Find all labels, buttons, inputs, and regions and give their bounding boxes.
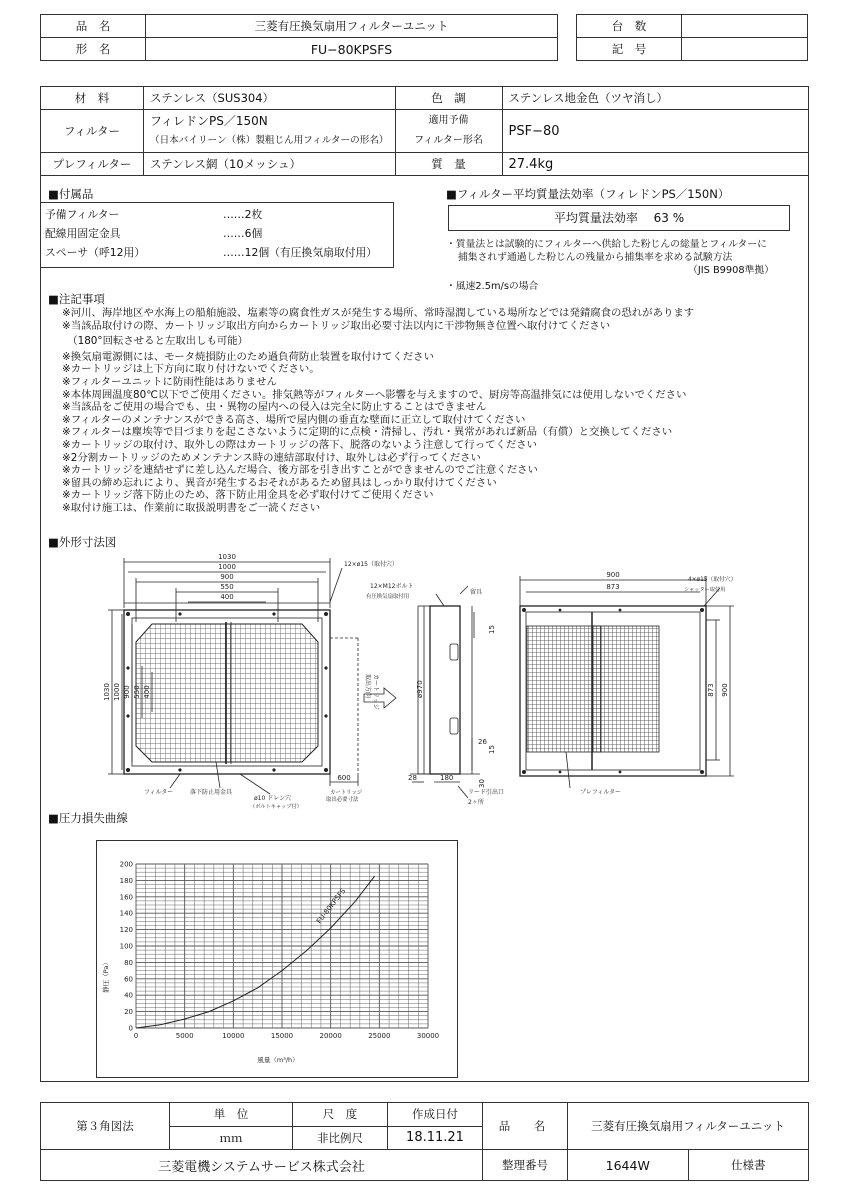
title-block: [40, 1102, 809, 1181]
note-line: ※フィルターユニットに防雨性能はありません: [62, 375, 277, 388]
side-dim-15b: 15: [488, 745, 496, 754]
footer-product: 三菱有圧換気扇用フィルターユニット: [568, 1103, 809, 1150]
chart-y-tick-label: 160: [119, 893, 133, 902]
company-name: 三菱電機システムサービス株式会社: [41, 1150, 483, 1181]
chart-series-label: FU-80KPSFS: [315, 887, 348, 926]
header-table: [40, 14, 558, 61]
dim-left-900: 900: [123, 685, 131, 699]
accessory-qty: ……2枚: [223, 208, 263, 221]
side-dim-15a: 15: [488, 625, 496, 634]
efficiency-label: 平均質量法効率: [553, 211, 638, 225]
filter-note: （日本バイリーン（株）製粗じん用フィルターの形名）: [150, 135, 389, 146]
label-filter: フィルター: [144, 789, 174, 796]
note-line: ※換気扇電源側には、モータ焼損防止のため過負荷防止装置を取付けてください: [62, 350, 434, 363]
label-drain-1: ø10 ドレン穴: [254, 795, 292, 802]
efficiency-note: 捕集されず通過した粉じんの残量から捕集率を求める試験方法: [458, 252, 733, 263]
spare-label-1: 適用予備: [428, 115, 469, 126]
spec-table: [40, 86, 809, 176]
accessory-row: [41, 243, 381, 262]
scale-label: 尺 度: [293, 1103, 388, 1127]
rear-prefilter: プレフィルター: [580, 789, 622, 796]
note-line: ※2分割カートリッジのためメンテナンス時の連結部取付け、取外しは必ず行ってください: [62, 451, 481, 464]
accessory-row: [41, 224, 381, 243]
chart-y-tick-label: 140: [119, 909, 133, 918]
accessory-name: 予備フィルター: [45, 208, 120, 221]
chart-grid: [136, 864, 428, 1028]
side-dim-970: ø970: [416, 680, 424, 698]
chart-x-tick-label: 20000: [319, 1032, 342, 1040]
drawing-title: ■外形寸法図: [48, 535, 117, 549]
filter-label: フィルター: [41, 110, 144, 153]
accessory-name: スペーサ（呼12用）: [45, 246, 146, 259]
rear-dim-900v: 900: [721, 683, 729, 697]
note-line: ※留具の締め忘れにより、異音が発生するおそれがあるため留具はしっかり取付けてください: [62, 476, 497, 489]
label-drain-2: （ボルトキャップ付）: [250, 804, 302, 810]
side-frame: [430, 606, 460, 774]
rear-dim-873: 873: [606, 583, 620, 591]
chart-x-ticks: [134, 1032, 439, 1040]
dimension-drawing: [40, 548, 807, 810]
unit-label: 単 位: [170, 1103, 293, 1127]
chart-y-tick-label: 40: [124, 991, 133, 1000]
prefilter-value: ステンレス網（10メッシュ）: [144, 153, 396, 176]
accessories-title: ■付属品: [48, 187, 94, 201]
note-line: （180°回転させると左取出しも可能）: [62, 335, 249, 348]
chart-title: ■圧力損失曲線: [48, 811, 128, 825]
efficiency-note: ・風速2.5m/sの場合: [446, 281, 539, 292]
prefilter-label: プレフィルター: [41, 153, 144, 176]
efficiency-notes: [446, 238, 796, 293]
chart-x-tick-label: 5000: [175, 1032, 194, 1040]
dim-front-400: 400: [220, 593, 234, 601]
chart-y-tick-label: 120: [119, 926, 133, 935]
product-name: 三菱有圧換気扇用フィルターユニット: [146, 15, 558, 38]
front-hole-note: 12×ø15（取付穴）: [344, 561, 398, 568]
rear-dim-873v: 873: [707, 683, 715, 697]
chart-y-tick-label: 0: [128, 1024, 133, 1033]
date-label: 作成日付: [388, 1103, 483, 1127]
arrow-label-2: 取出方向: [364, 674, 371, 699]
spare-model: PSF−80: [502, 110, 809, 153]
projection: 第３角図法: [41, 1103, 170, 1150]
chart-y-tick-label: 20: [124, 1008, 133, 1017]
note-line: ※カートリッジは上下方向に取り付けないでください。: [62, 363, 320, 376]
side-lead-1: リード引出口: [468, 789, 505, 796]
color-value: ステンレス地金色（ツヤ消し）: [502, 87, 809, 110]
count-value: [682, 15, 808, 38]
model-name: FU−80KPSFS: [146, 38, 558, 61]
dim-front-1000: 1000: [218, 563, 236, 571]
color-label: 色 調: [395, 87, 502, 110]
notes-title: ■注記事項: [48, 292, 105, 306]
scale-value: 非比例尺: [293, 1126, 388, 1150]
ref-label: 整理番号: [483, 1150, 568, 1181]
note-line: ※取付け施工は、作業前に取扱説明書をご一読ください: [62, 501, 321, 514]
rear-hole-2: シャッター取付用: [684, 587, 726, 593]
dim-600: 600: [337, 774, 351, 782]
footer-product-label: 品 名: [483, 1103, 568, 1150]
chart-y-tick-label: 60: [124, 975, 133, 984]
chart-x-tick-label: 30000: [416, 1032, 440, 1040]
note-line: ※カートリッジの取付け、取外しの際はカートリッジの落下、脱落のないよう注意して行ってください: [62, 438, 538, 451]
count-table: [576, 14, 808, 61]
chart-y-tick-label: 80: [124, 958, 133, 967]
chart-x-tick-label: 10000: [222, 1032, 245, 1040]
note-line: ※フィルターのメンテナンスができる高さ、場所で屋内側の垂直な壁面に正立して取付けてください: [62, 413, 526, 426]
side-dim-30: 30: [478, 779, 486, 788]
accessory-qty: ……12個（有圧換気扇取付用）: [223, 246, 378, 259]
chart-x-tick-label: 25000: [368, 1032, 391, 1040]
side-clasp: 留具: [470, 589, 483, 596]
front-mesh: [136, 624, 318, 762]
dim-front-550: 550: [220, 583, 234, 591]
rear-mesh-right: [593, 626, 659, 752]
mass-value: 27.4kg: [502, 153, 809, 176]
note-line: ※本体周囲温度80℃以下でご使用ください。排気熱等がフィルターへ影響を与えますので、厨房等高温排気には使用しないでください: [62, 388, 687, 401]
chart-x-label: 風量（m³/h）: [257, 1056, 299, 1064]
unit-value: ｍｍ: [170, 1126, 293, 1150]
efficiency-note: （JIS B9908準拠）: [688, 265, 774, 276]
side-lead-2: 2ヶ所: [468, 799, 484, 806]
chart-x-tick-label: 0: [133, 1032, 139, 1040]
chart-y-tick-label: 100: [119, 942, 133, 951]
note-line: ※カートリッジを連結せずに差し込んだ場合、後方部を引き出すことができませんのでご注意ください: [62, 464, 538, 477]
label-drop-fitting: 落下防止用金具: [190, 789, 233, 796]
accessory-qty: ……6個: [223, 227, 263, 240]
side-bolt-1: 12×M12ボルト: [370, 583, 414, 590]
date-value: 18.11.21: [388, 1126, 483, 1150]
chart-x-tick-label: 15000: [270, 1032, 294, 1040]
note-line: ※当該品取付けの際、カートリッジ取出方向からカートリッジ取出必要寸法以内に干渉物無き位置へ取付けてください: [62, 319, 611, 332]
label-cartridge-2: 取出必要寸法: [326, 797, 359, 803]
label-cartridge-1: カートリッジ: [330, 790, 363, 796]
material-label: 材 料: [41, 87, 144, 110]
symbol-label: 記 号: [577, 38, 682, 61]
note-line: ※フィルターは塵埃等で目づまりを起こさないように定期的に点検・清掃し、汚れ・異常があれば新品（有償）と交換してください: [62, 426, 673, 439]
side-dim-180: 180: [440, 774, 454, 782]
rear-dim-900: 900: [606, 571, 620, 579]
chart-y-tick-label: 200: [119, 860, 133, 869]
filter-value: フィレドンPS／150N: [150, 114, 268, 128]
accessory-row: [41, 205, 381, 224]
note-line: ※当該品をご使用の場合でも、虫・異物の屋内への侵入は完全に防止することはできません: [62, 401, 487, 414]
note-line: ※河川、海岸地区や水海上の船舶施設、塩素等の腐食性ガスが発生する場所、常時湿潤している場所などでは発錆腐食の恐れがあります: [62, 307, 695, 319]
dim-left-400: 400: [143, 685, 151, 699]
dim-left-550: 550: [133, 685, 141, 699]
arrow-label-1: カートリッジ: [372, 674, 379, 710]
chart-y-label: 静圧（Pa）: [102, 959, 110, 993]
efficiency-box: [448, 205, 790, 231]
mass-label: 質 量: [395, 153, 502, 176]
product-name-label: 品 名: [41, 15, 146, 38]
chart-y-ticks: [120, 861, 133, 1033]
side-dim-26: 26: [478, 738, 487, 746]
spec-label: 仕様書: [731, 1158, 766, 1172]
model-label: 形 名: [41, 38, 146, 61]
efficiency-title: ■フィルター平均質量法効率（フィレドンPS／150N）: [446, 187, 730, 201]
symbol-value: [682, 38, 808, 61]
spare-label-2: フィルター形名: [414, 135, 483, 146]
accessory-name: 配線用固定金具: [45, 227, 121, 240]
side-bolt-2: 有圧換気扇取付用: [366, 594, 410, 600]
efficiency-value: 63 %: [653, 211, 685, 225]
ref-number: 1644W: [568, 1150, 689, 1180]
efficiency-note: ・質量法とは試験的にフィルターへ供給した粉じんの総量とフィルターに: [446, 239, 767, 250]
rear-hole-1: 4×ø15（取付穴）: [688, 577, 737, 583]
chart-y-tick-label: 180: [119, 876, 133, 885]
pressure-chart: [96, 840, 456, 1076]
note-line: ※カートリッジ落下防止のため、落下防止用金具を必ず取付けてご使用ください: [62, 489, 434, 502]
accessories-box: [40, 202, 394, 268]
rear-mesh-left: [527, 626, 601, 752]
side-dim-28: 28: [408, 774, 417, 782]
dim-left-1000: 1000: [113, 683, 121, 701]
material-value: ステンレス（SUS304）: [144, 87, 396, 110]
dim-front-1030: 1030: [218, 553, 236, 561]
dim-front-900: 900: [220, 573, 234, 581]
notes-list: [62, 307, 802, 515]
dim-left-1030: 1030: [103, 683, 111, 701]
count-label: 台 数: [577, 15, 682, 38]
